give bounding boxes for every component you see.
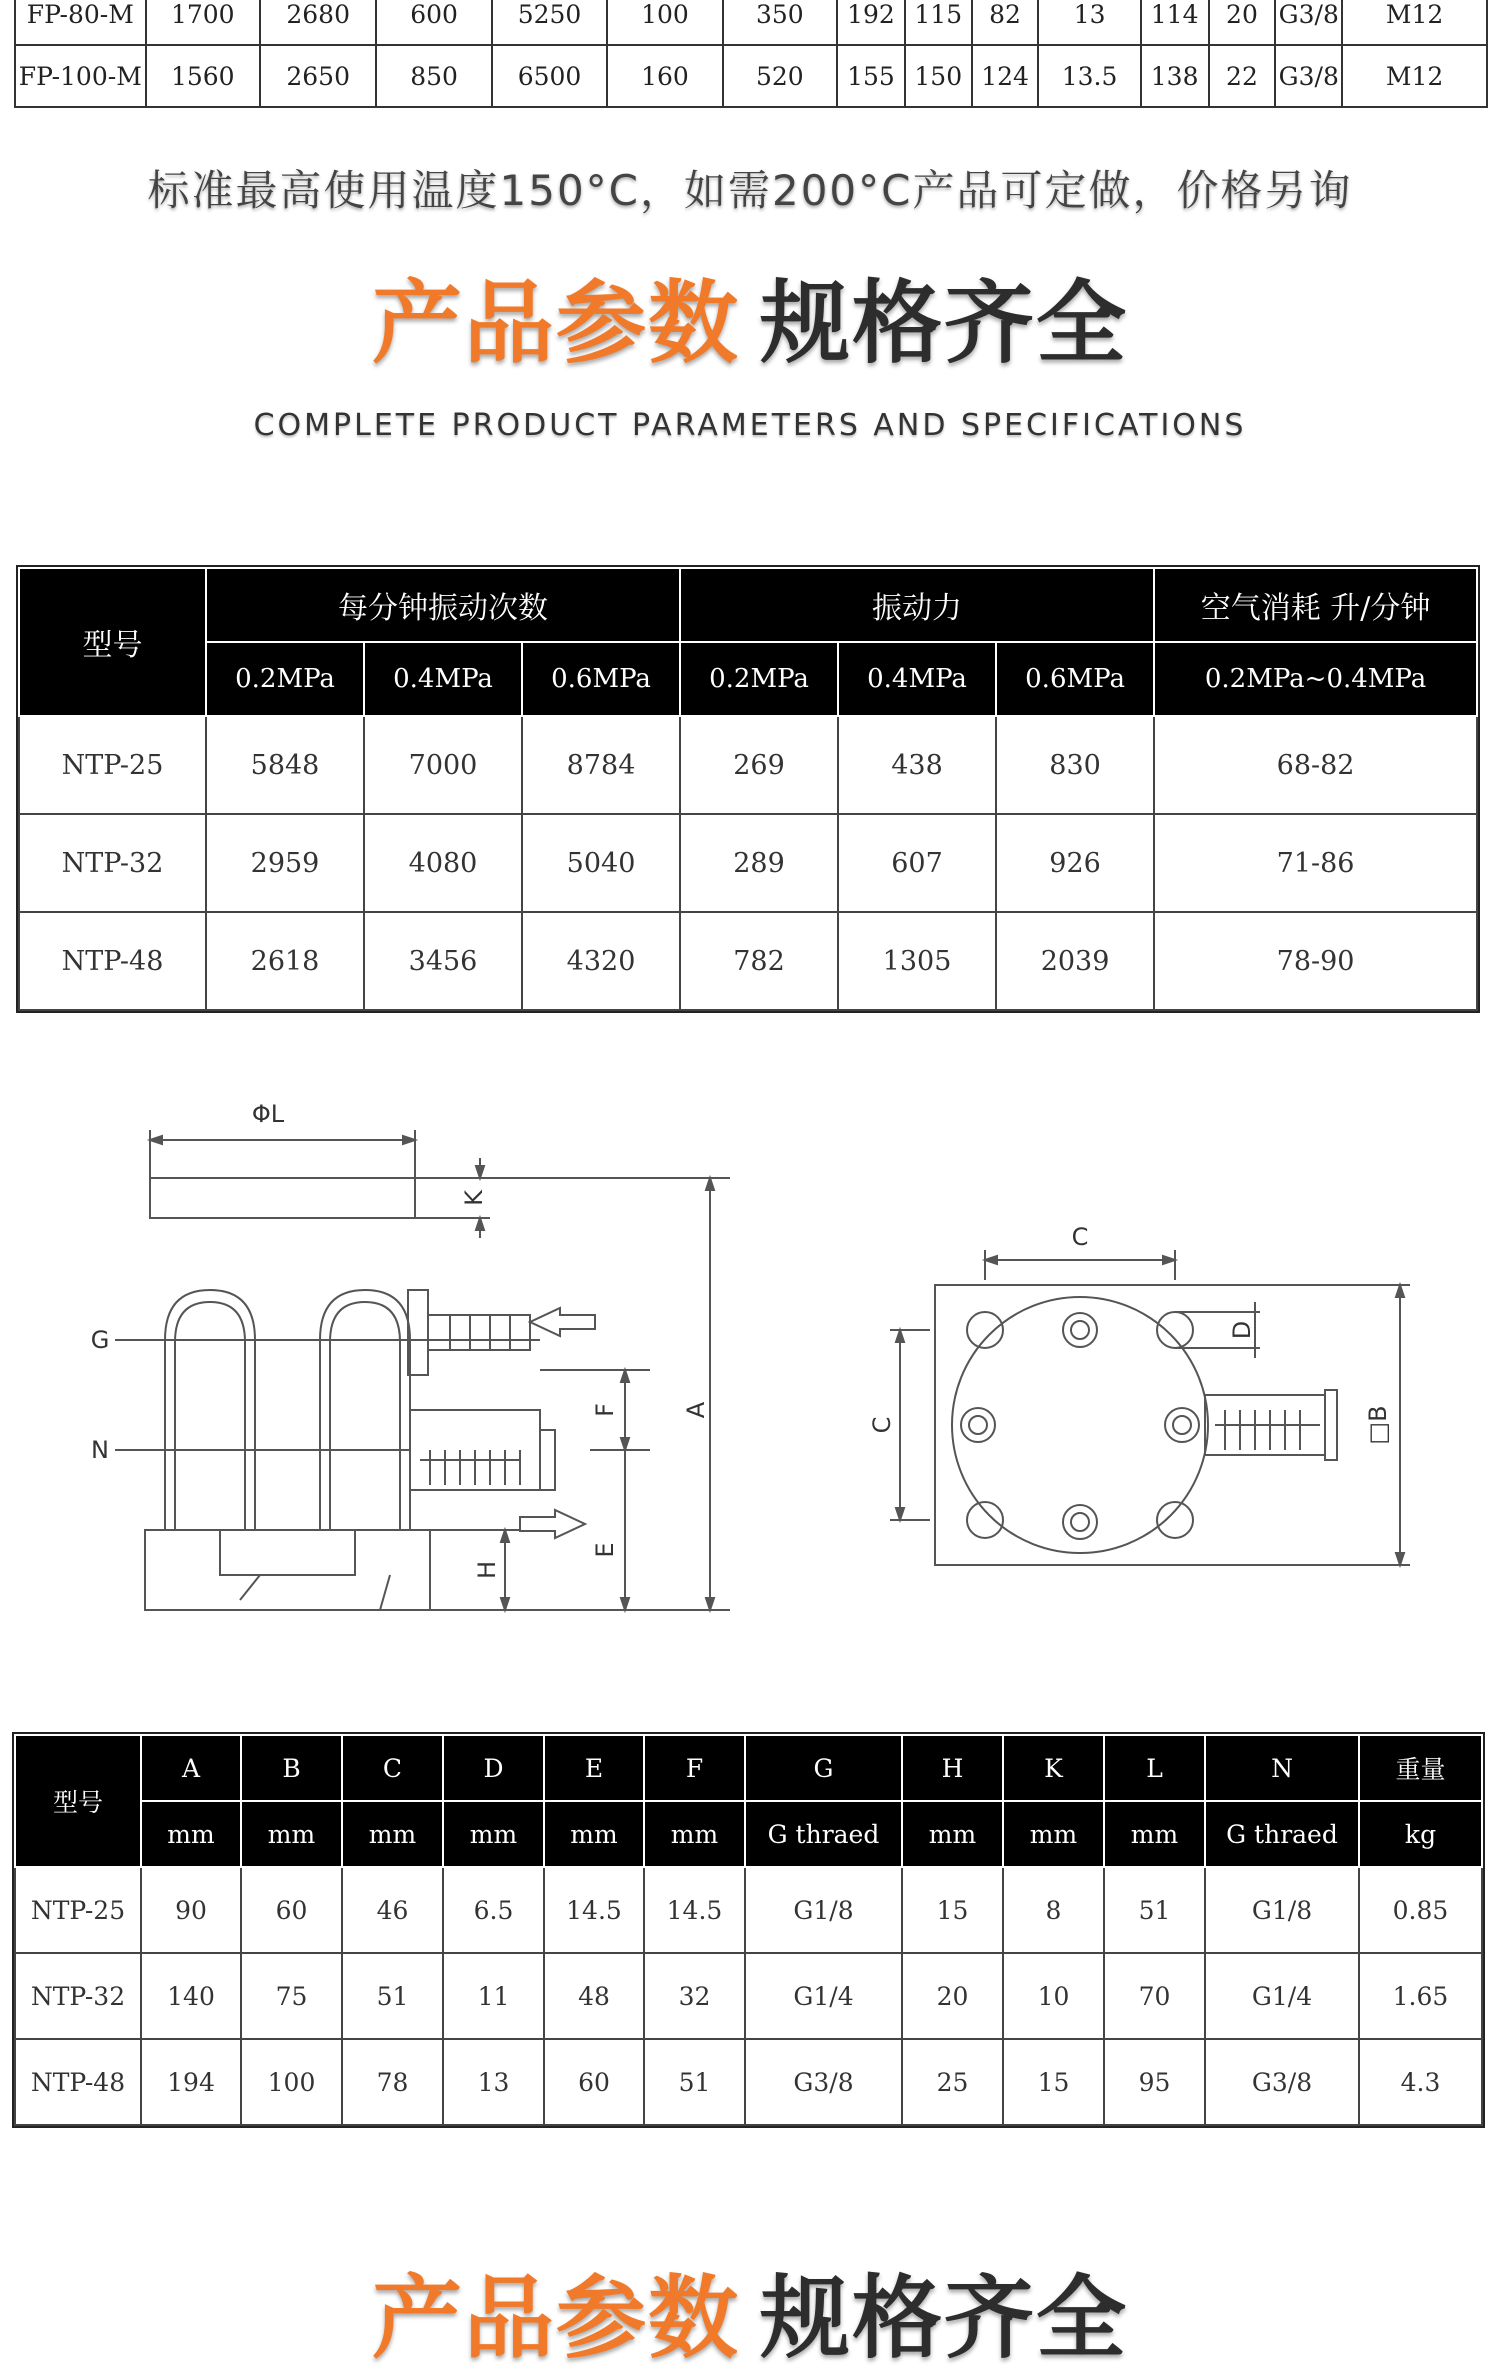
temperature-note: 标准最高使用温度150°C，如需200°C产品可定做，价格另询 xyxy=(147,166,1353,215)
cell: G1/4 xyxy=(1205,1953,1359,2039)
cell: G3/8 xyxy=(1275,0,1342,45)
header-model: 型号 xyxy=(15,1735,141,1867)
cell: 13 xyxy=(443,2039,544,2125)
cell: 60 xyxy=(544,2039,644,2125)
header-unit: mm xyxy=(1104,1801,1205,1867)
cell: 11 xyxy=(443,1953,544,2039)
label-c-left: C xyxy=(868,1416,896,1434)
cell: 100 xyxy=(607,0,722,45)
header-e: E xyxy=(544,1735,644,1801)
header-pressure: 0.2MPa~0.4MPa xyxy=(1154,642,1477,716)
top-spec-table xyxy=(14,0,1488,108)
table-row xyxy=(19,814,1477,912)
cell: 14.5 xyxy=(644,1867,745,1953)
label-g: G xyxy=(90,1326,110,1354)
cell: 51 xyxy=(1104,1867,1205,1953)
header-f: F xyxy=(644,1735,745,1801)
cell: 2039 xyxy=(996,912,1154,1010)
cell: 269 xyxy=(680,716,838,814)
header-unit: mm xyxy=(443,1801,544,1867)
cell: 25 xyxy=(902,2039,1003,2125)
cell: 3456 xyxy=(364,912,522,1010)
cell: 0.85 xyxy=(1359,1867,1482,1953)
cell-model: NTP-25 xyxy=(19,716,206,814)
header-weight: 重量 xyxy=(1359,1735,1482,1801)
cell-model: NTP-32 xyxy=(19,814,206,912)
header-unit: mm xyxy=(241,1801,342,1867)
cell: 78-90 xyxy=(1154,912,1477,1010)
table-row xyxy=(15,0,1487,45)
cell: 926 xyxy=(996,814,1154,912)
cell: 124 xyxy=(972,45,1039,107)
cell: 20 xyxy=(902,1953,1003,2039)
table-row xyxy=(15,45,1487,107)
table-row xyxy=(15,1867,1482,1953)
cell: 2680 xyxy=(260,0,376,45)
label-phi-l: ΦL xyxy=(251,1100,285,1128)
cell-model: FP-100-M xyxy=(15,45,146,107)
header-pressure: 0.4MPa xyxy=(364,642,522,716)
bottom-title-orange: 产品参数 xyxy=(372,2266,740,2371)
header-unit: G thraed xyxy=(1205,1801,1359,1867)
cell: 46 xyxy=(342,1867,443,1953)
cell: 160 xyxy=(607,45,722,107)
cell-model: FP-80-M xyxy=(15,0,146,45)
cell: 115 xyxy=(905,0,972,45)
table-row xyxy=(15,2039,1482,2125)
header-unit: mm xyxy=(1003,1801,1104,1867)
label-c-top: C xyxy=(1071,1223,1089,1251)
cell: 1305 xyxy=(838,912,996,1010)
label-b: □B xyxy=(1364,1405,1392,1445)
cell: 600 xyxy=(376,0,491,45)
cell: 60 xyxy=(241,1867,342,1953)
header-air-consumption: 空气消耗 升/分钟 xyxy=(1154,568,1477,642)
header-unit: G thraed xyxy=(745,1801,902,1867)
cell: G3/8 xyxy=(1205,2039,1359,2125)
cell: 13.5 xyxy=(1038,45,1140,107)
label-k: K xyxy=(460,1190,488,1206)
cell: 75 xyxy=(241,1953,342,2039)
header-pressure: 0.4MPa xyxy=(838,642,996,716)
cell: 438 xyxy=(838,716,996,814)
header-k: K xyxy=(1003,1735,1104,1801)
cell: 15 xyxy=(1003,2039,1104,2125)
header-d: D xyxy=(443,1735,544,1801)
cell: 138 xyxy=(1141,45,1209,107)
table-row xyxy=(15,1953,1482,2039)
cell: 2618 xyxy=(206,912,364,1010)
label-h: H xyxy=(473,1560,501,1580)
section-title xyxy=(0,250,1500,380)
header-vibration-frequency: 每分钟振动次数 xyxy=(206,568,680,642)
cell: 82 xyxy=(972,0,1039,45)
header-b: B xyxy=(241,1735,342,1801)
cell: 32 xyxy=(644,1953,745,2039)
cell: 90 xyxy=(141,1867,241,1953)
cell: 68-82 xyxy=(1154,716,1477,814)
cell-model: NTP-48 xyxy=(15,2039,141,2125)
header-a: A xyxy=(141,1735,241,1801)
cell: 7000 xyxy=(364,716,522,814)
cell: 1560 xyxy=(146,45,260,107)
cell: 100 xyxy=(241,2039,342,2125)
cell: 155 xyxy=(837,45,905,107)
top-view-plate xyxy=(935,1285,1400,1565)
cell-model: NTP-48 xyxy=(19,912,206,1010)
cell: 4080 xyxy=(364,814,522,912)
cell: 350 xyxy=(723,0,837,45)
header-h: H xyxy=(902,1735,1003,1801)
cell: 78 xyxy=(342,2039,443,2125)
header-c: C xyxy=(342,1735,443,1801)
section-subtitle: COMPLETE PRODUCT PARAMETERS AND SPECIFICATIONS xyxy=(253,408,1247,443)
cell: 5040 xyxy=(522,814,680,912)
cell: 51 xyxy=(342,1953,443,2039)
header-pressure: 0.6MPa xyxy=(996,642,1154,716)
header-unit: mm xyxy=(902,1801,1003,1867)
cell: 5250 xyxy=(492,0,607,45)
cell: 1.65 xyxy=(1359,1953,1482,2039)
cell: G1/4 xyxy=(745,1953,902,2039)
label-n: N xyxy=(91,1436,109,1464)
cell: 4.3 xyxy=(1359,2039,1482,2125)
bottom-title-dark: 规格齐全 xyxy=(760,2266,1128,2371)
cell: 150 xyxy=(905,45,972,107)
header-model: 型号 xyxy=(19,568,206,716)
cell: G1/8 xyxy=(745,1867,902,1953)
header-pressure: 0.2MPa xyxy=(680,642,838,716)
header-vibration-force: 振动力 xyxy=(680,568,1154,642)
cell: 114 xyxy=(1141,0,1209,45)
cell: 10 xyxy=(1003,1953,1104,2039)
cell: 15 xyxy=(902,1867,1003,1953)
header-unit: mm xyxy=(644,1801,745,1867)
cell: M12 xyxy=(1342,45,1487,107)
cell: 2959 xyxy=(206,814,364,912)
cell: 13 xyxy=(1038,0,1140,45)
cell: 830 xyxy=(996,716,1154,814)
cell: 6500 xyxy=(492,45,607,107)
header-unit: mm xyxy=(141,1801,241,1867)
cell: 2650 xyxy=(260,45,376,107)
cell: 607 xyxy=(838,814,996,912)
cell-model: NTP-25 xyxy=(15,1867,141,1953)
label-e: E xyxy=(591,1542,619,1558)
cell: 51 xyxy=(644,2039,745,2125)
header-g: G xyxy=(745,1735,902,1801)
label-f: F xyxy=(591,1403,619,1417)
section-title-dark: 规格齐全 xyxy=(760,271,1128,376)
cell: 782 xyxy=(680,912,838,1010)
cell: 70 xyxy=(1104,1953,1205,2039)
bottom-section-title xyxy=(0,2245,1500,2375)
cap-outline xyxy=(150,1178,415,1218)
cell: 4320 xyxy=(522,912,680,1010)
label-d: D xyxy=(1228,1320,1256,1340)
cell: 140 xyxy=(141,1953,241,2039)
header-l: L xyxy=(1104,1735,1205,1801)
cell-model: NTP-32 xyxy=(15,1953,141,2039)
cell: 8784 xyxy=(522,716,680,814)
cell: 95 xyxy=(1104,2039,1205,2125)
header-unit: kg xyxy=(1359,1801,1482,1867)
cell: 194 xyxy=(141,2039,241,2125)
cell: 22 xyxy=(1209,45,1276,107)
section-title-orange: 产品参数 xyxy=(372,271,740,376)
header-pressure: 0.6MPa xyxy=(522,642,680,716)
dimension-spec-table xyxy=(14,1734,1483,2126)
cell: 14.5 xyxy=(544,1867,644,1953)
cell: G3/8 xyxy=(745,2039,902,2125)
cell: 192 xyxy=(837,0,905,45)
cell: 850 xyxy=(376,45,491,107)
header-unit: mm xyxy=(342,1801,443,1867)
cell: 1700 xyxy=(146,0,260,45)
cell: M12 xyxy=(1342,0,1487,45)
vibration-spec-table xyxy=(18,567,1478,1011)
cell: 6.5 xyxy=(443,1867,544,1953)
cell: 48 xyxy=(544,1953,644,2039)
dimension-drawing xyxy=(0,1090,1500,1650)
cell: 520 xyxy=(723,45,837,107)
label-a: A xyxy=(682,1401,710,1419)
cell: 8 xyxy=(1003,1867,1104,1953)
cell: G1/8 xyxy=(1205,1867,1359,1953)
header-unit: mm xyxy=(544,1801,644,1867)
cell: 20 xyxy=(1209,0,1276,45)
header-pressure: 0.2MPa xyxy=(206,642,364,716)
table-row xyxy=(19,912,1477,1010)
table-row xyxy=(19,716,1477,814)
cell: 71-86 xyxy=(1154,814,1477,912)
cell: 289 xyxy=(680,814,838,912)
cell: 5848 xyxy=(206,716,364,814)
header-n: N xyxy=(1205,1735,1359,1801)
cell: G3/8 xyxy=(1275,45,1342,107)
